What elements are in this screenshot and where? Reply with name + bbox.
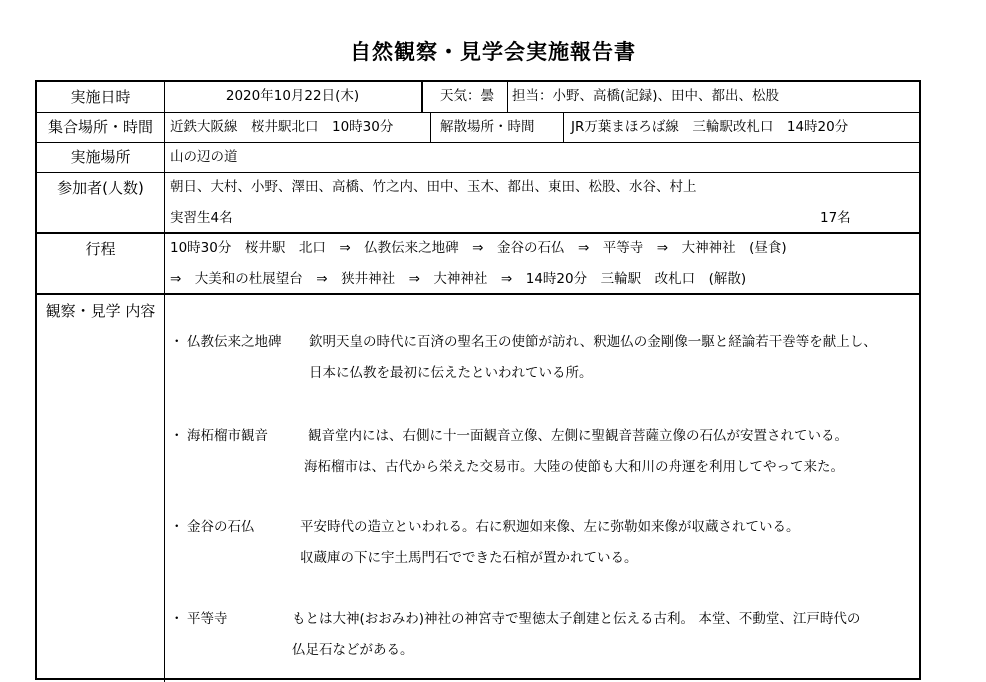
item-bullet: ・	[170, 611, 184, 627]
participant-names: 朝日、大村、小野、澤田、高橋、竹之内、田中、玉木、都出、東田、松股、水谷、村上	[170, 179, 697, 195]
staff-value: 担当：小野、高橋(記録)、田中、都出、松股	[512, 88, 780, 104]
date-value: 2020年10月22日(木)	[225, 88, 360, 104]
item-description: 収蔵庫の下に宇土馬門石でできた石棺が置かれている。	[300, 550, 638, 566]
item-description: 平安時代の造立といわれる。右に釈迦如来像、左に弥勒如来像が収蔵されている。	[300, 519, 800, 535]
row-divider	[37, 172, 919, 173]
item-description: 仏足石などがある。	[292, 642, 414, 658]
row-divider	[37, 142, 919, 143]
item-description: 日本に仏教を最初に伝えたといわれている所。	[309, 365, 593, 381]
item-name: 仏教伝来之地碑	[187, 334, 282, 350]
item-name: 金谷の石仏	[187, 519, 255, 535]
itinerary-line: 10時30分 桜井駅 北口 ⇒ 仏教伝来之地碑 ⇒ 金谷の石仏 ⇒ 平等寺 ⇒ 大神神社 (昼食)	[170, 240, 787, 256]
row-divider	[37, 112, 919, 113]
item-bullet: ・	[170, 428, 184, 444]
label-meeting: 集合場所・時間	[47, 118, 153, 136]
dismiss-value: JR万葉まほろば線 三輪駅改札口 14時20分	[571, 119, 849, 135]
weather-value: 天気：曇	[440, 88, 494, 104]
place-value: 山の辺の道	[170, 149, 238, 165]
column-divider	[507, 82, 508, 112]
column-divider	[563, 112, 564, 142]
item-bullet: ・	[170, 334, 184, 350]
item-description: 観音堂内には、右側に十一面観音立像、左側に聖観音菩薩立像の石仏が安置されている。	[308, 428, 848, 444]
item-description: もとは大神(おおみわ)神社の神宮寺で聖徳太子創建と伝える古利。 本堂、不動堂、江戸時代の	[292, 611, 861, 627]
item-description: 海柘榴市は、古代から栄えた交易市。大陸の使節も大和川の舟運を利用してやって来た。	[304, 459, 844, 475]
trainee-count: 実習生4名	[170, 210, 233, 226]
label-observation: 観察・見学 内容	[45, 302, 156, 320]
item-bullet: ・	[170, 519, 184, 535]
item-description: 欽明天皇の時代に百済の聖名王の使節が訪れ、釈迦仏の金剛像一駆と経論若干巻等を献上し、	[309, 334, 877, 350]
report-table	[35, 80, 921, 680]
total-count: 17名	[820, 210, 851, 226]
itinerary-line: ⇒ 大美和の杜展望台 ⇒ 狭井神社 ⇒ 大神神社 ⇒ 14時20分 三輪駅 改札口 (解散)	[170, 271, 747, 287]
meeting-value: 近鉄大阪線 桜井駅北口 10時30分	[170, 119, 394, 135]
page-title: 自然観察・見学会実施報告書	[350, 40, 636, 64]
item-name: 海柘榴市観音	[187, 428, 268, 444]
row-divider	[37, 232, 919, 234]
item-name: 平等寺	[187, 611, 228, 627]
label-participants: 参加者(人数)	[57, 179, 144, 197]
label-place: 実施場所	[70, 148, 131, 166]
column-divider	[430, 112, 431, 142]
label-itinerary: 行程	[85, 240, 116, 258]
column-divider	[164, 82, 165, 682]
column-divider	[421, 82, 423, 112]
row-divider	[37, 293, 919, 295]
label-date: 実施日時	[70, 88, 131, 106]
dismiss-label: 解散場所・時間	[440, 119, 535, 135]
